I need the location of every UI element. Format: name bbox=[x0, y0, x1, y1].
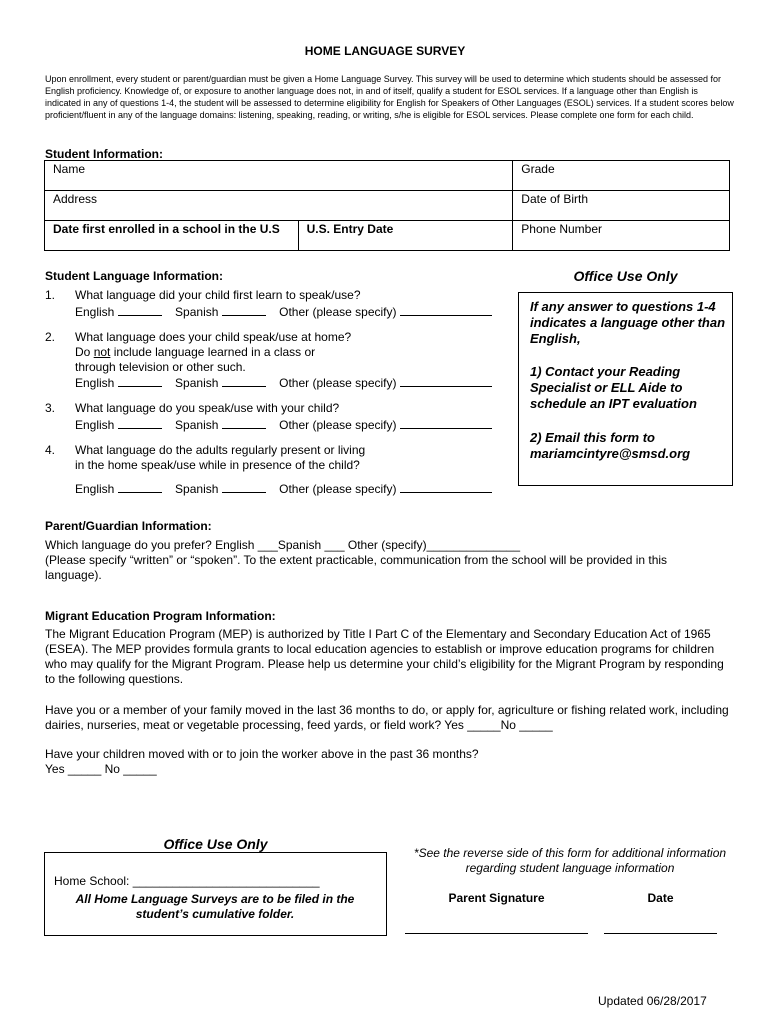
q4-spanish-blank[interactable] bbox=[222, 481, 266, 493]
option-spanish: Spanish bbox=[175, 376, 219, 390]
entry-date-label: U.S. Entry Date bbox=[306, 222, 394, 236]
name-label: Name bbox=[53, 162, 86, 176]
option-other: Other (please specify) bbox=[279, 482, 397, 496]
parent-info-heading: Parent/Guardian Information: bbox=[45, 519, 212, 533]
name-field[interactable] bbox=[45, 161, 513, 191]
q4-line1: What language do the adults regularly present or living bbox=[75, 443, 366, 457]
q2-line2c: include language learned in a class or bbox=[110, 345, 316, 359]
q4-text bbox=[75, 443, 505, 473]
date-line[interactable] bbox=[604, 933, 717, 934]
office-text-2: 1) Contact your Reading Specialist or ELL Aide to schedule an IPT evaluation bbox=[530, 364, 697, 411]
q1-number: 1. bbox=[45, 288, 56, 302]
dob-field[interactable] bbox=[513, 191, 730, 221]
option-english: English bbox=[75, 418, 115, 432]
q3-text: What language do you speak/use with your child? bbox=[75, 401, 340, 415]
q2-text bbox=[75, 330, 495, 375]
office-text-3: 2) Email this form to mariamcintyre@smsd.org bbox=[530, 430, 691, 461]
phone-field[interactable] bbox=[513, 221, 730, 251]
office-text-1: If any answer to questions 1-4 indicates a language other than English, bbox=[530, 299, 726, 346]
migrant-question-2: Have your children moved with or to join the worker above in the past 36 months? bbox=[45, 747, 479, 761]
q1-other-blank[interactable] bbox=[400, 304, 492, 316]
grade-field[interactable] bbox=[513, 161, 730, 191]
reverse-side-note: *See the reverse side of this form for additional information regarding student language information bbox=[413, 846, 727, 875]
footer-office-use-label: Office Use Only bbox=[163, 836, 268, 852]
q1-text: What language did your child first learn to speak/use? bbox=[75, 288, 361, 302]
q2-options bbox=[75, 375, 492, 391]
option-english: English bbox=[75, 305, 115, 319]
grade-label: Grade bbox=[521, 162, 555, 176]
parent-preference-line[interactable]: Which language do you prefer? English ___Spanish ___ Other (specify)______________ bbox=[45, 538, 520, 552]
q2-line1: What language does your child speak/use at home? bbox=[75, 330, 352, 344]
migrant-heading: Migrant Education Program Information: bbox=[45, 609, 276, 623]
address-label: Address bbox=[53, 192, 98, 206]
q2-number: 2. bbox=[45, 330, 56, 344]
q4-other-blank[interactable] bbox=[400, 481, 492, 493]
q3-other-blank[interactable] bbox=[400, 417, 492, 429]
dob-label: Date of Birth bbox=[521, 192, 588, 206]
option-spanish: Spanish bbox=[175, 418, 219, 432]
student-info-heading: Student Information: bbox=[45, 147, 163, 161]
q3-options bbox=[75, 417, 492, 433]
option-english: English bbox=[75, 376, 115, 390]
date-label: Date bbox=[647, 891, 674, 905]
q4-english-blank[interactable] bbox=[118, 481, 162, 493]
footer-office-box bbox=[44, 852, 387, 936]
q1-options bbox=[75, 304, 492, 320]
q3-number: 3. bbox=[45, 401, 56, 415]
migrant-question-2-answer[interactable]: Yes _____ No _____ bbox=[45, 762, 157, 776]
q1-english-blank[interactable] bbox=[118, 304, 162, 316]
office-use-label: Office Use Only bbox=[573, 268, 678, 284]
q3-english-blank[interactable] bbox=[118, 417, 162, 429]
address-field[interactable] bbox=[45, 191, 513, 221]
entry-date-field[interactable] bbox=[298, 221, 513, 251]
home-school-field[interactable]: Home School: ____________________________ bbox=[54, 874, 320, 888]
date-first-enrolled-label: Date first enrolled in a school in the U.S bbox=[53, 222, 280, 236]
q2-spanish-blank[interactable] bbox=[222, 375, 266, 387]
q4-line2: in the home speak/use while in presence of the child? bbox=[75, 458, 360, 472]
page-title: HOME LANGUAGE SURVEY bbox=[304, 44, 466, 58]
q2-line3: through television or other such. bbox=[75, 360, 246, 374]
q2-english-blank[interactable] bbox=[118, 375, 162, 387]
option-other: Other (please specify) bbox=[279, 376, 397, 390]
migrant-question-1[interactable]: Have you or a member of your family moved in the last 36 months to do, or apply for, agriculture or fishing related work, including dairies, nurseries, meat or vegetable processing, feed yards, or field work? Yes _____No _____ bbox=[45, 703, 729, 732]
student-info-table bbox=[44, 160, 730, 251]
option-spanish: Spanish bbox=[175, 482, 219, 496]
parent-signature-line[interactable] bbox=[405, 933, 588, 934]
option-other: Other (please specify) bbox=[279, 305, 397, 319]
phone-label: Phone Number bbox=[521, 222, 603, 236]
q3-spanish-blank[interactable] bbox=[222, 417, 266, 429]
q2-other-blank[interactable] bbox=[400, 375, 492, 387]
q4-options bbox=[75, 481, 492, 497]
parent-preference-note: (Please specify “written” or “spoken”. To the extent practicable, communication from the school will be provided in this language). bbox=[45, 553, 668, 582]
parent-signature-label: Parent Signature bbox=[448, 891, 545, 905]
updated-date: Updated 06/28/2017 bbox=[598, 994, 707, 1008]
q2-line2 bbox=[75, 345, 495, 360]
intro-paragraph: Upon enrollment, every student or parent/guardian must be given a Home Language Survey. This survey will be used to determine which students should be assessed for English proficiency. Knowledge of, or exposure to another language does not, in and of itself, qualify a student for ESOL services. If a language other than English is indicated in any of questions 1-4, the student will be assessed to determine eligibility for English for Speakers of Other Languages (ESOL) services. If a student scores below proficient/fluent in any of the language domains: listening, speaking, reading, or writing, s/he is eligible for ESOL services. Please complete one form for each child. bbox=[45, 74, 734, 120]
option-english: English bbox=[75, 482, 115, 496]
q4-number: 4. bbox=[45, 443, 56, 457]
filing-note: All Home Language Surveys are to be filed in the student’s cumulative folder. bbox=[75, 892, 355, 921]
language-info-heading: Student Language Information: bbox=[45, 269, 223, 283]
option-other: Other (please specify) bbox=[279, 418, 397, 432]
q1-spanish-blank[interactable] bbox=[222, 304, 266, 316]
date-first-enrolled-field[interactable] bbox=[45, 221, 299, 251]
option-spanish: Spanish bbox=[175, 305, 219, 319]
q2-line2-not: not bbox=[93, 345, 111, 359]
migrant-paragraph: The Migrant Education Program (MEP) is authorized by Title I Part C of the Elementary and Secondary Education Act of 1965 (ESEA). The MEP provides formula grants to local education agencies to establish or improve education programs for children who may qualify for the Migrant Program. Please help us determine your child’s eligibility for the Migrant Program by responding to the following questions. bbox=[45, 627, 724, 686]
office-use-box bbox=[518, 292, 733, 486]
q2-line2a: Do bbox=[75, 345, 94, 359]
